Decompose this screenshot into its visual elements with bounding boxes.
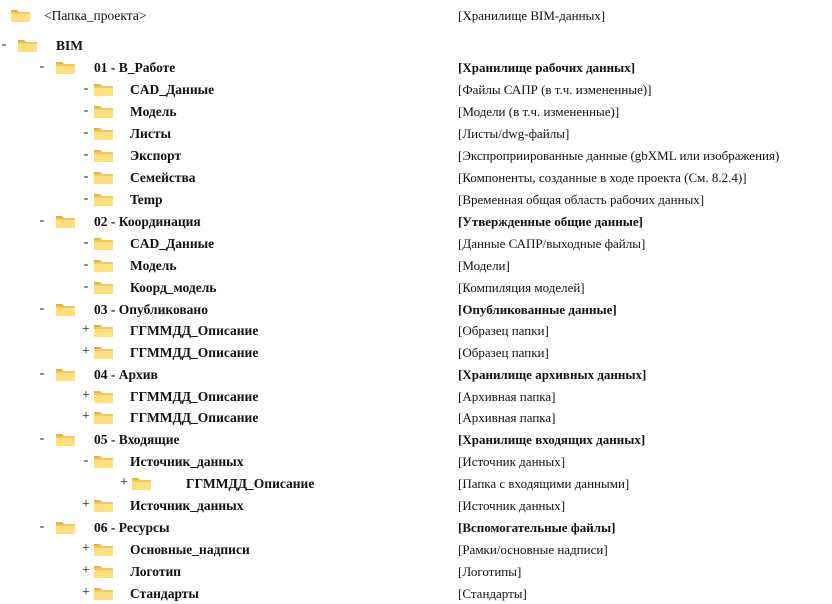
- expand-toggle[interactable]: +: [82, 344, 90, 359]
- expand-toggle[interactable]: +: [82, 563, 90, 578]
- folder-icon: [55, 520, 76, 535]
- collapse-toggle[interactable]: -: [83, 257, 89, 272]
- collapse-toggle[interactable]: -: [83, 125, 89, 140]
- expand-toggle[interactable]: +: [120, 475, 128, 490]
- folder-name: CAD_Данные: [130, 236, 215, 251]
- tree-row[interactable]: [0, 256, 832, 276]
- collapse-toggle[interactable]: -: [39, 59, 45, 74]
- folder-description: [Опубликованные данные]: [458, 302, 617, 317]
- tree-row[interactable]: [0, 278, 832, 298]
- collapse-toggle[interactable]: -: [83, 103, 89, 118]
- folder-name: Основные_надписи: [130, 542, 250, 557]
- folder-icon: [55, 214, 76, 229]
- tree-row[interactable]: [0, 321, 832, 341]
- folder-name: Экспорт: [130, 148, 182, 163]
- folder-description: [Компоненты, созданные в ходе проекта (См. 8.2.4)]: [458, 170, 747, 185]
- folder-name: 03 - Опубликовано: [94, 302, 208, 317]
- folder-icon: [93, 126, 114, 141]
- collapse-toggle[interactable]: -: [83, 191, 89, 206]
- tree-row[interactable]: [0, 212, 832, 232]
- folder-icon: [131, 476, 152, 491]
- collapse-toggle[interactable]: -: [83, 81, 89, 96]
- tree-row[interactable]: [0, 190, 832, 210]
- folder-name: Листы: [130, 126, 172, 141]
- folder-name: ГГММДД_Описание: [130, 345, 259, 360]
- collapse-toggle[interactable]: -: [39, 301, 45, 316]
- folder-name: Temp: [130, 192, 163, 207]
- collapse-toggle[interactable]: -: [1, 37, 7, 52]
- tree-row[interactable]: [0, 408, 832, 428]
- folder-icon: [93, 564, 114, 579]
- folder-name: CAD_Данные: [130, 82, 215, 97]
- folder-icon: [93, 236, 114, 251]
- collapse-toggle[interactable]: -: [83, 235, 89, 250]
- tree-row[interactable]: [0, 387, 832, 407]
- folder-icon: [93, 389, 114, 404]
- tree-row[interactable]: [0, 80, 832, 100]
- tree-row[interactable]: [0, 168, 832, 188]
- folder-name: ГГММДД_Описание: [186, 476, 315, 491]
- tree-row[interactable]: [0, 234, 832, 254]
- folder-name: Модель: [130, 258, 177, 273]
- folder-description: [Листы/dwg-файлы]: [458, 126, 570, 141]
- folder-description: [Утвержденные общие данные]: [458, 214, 643, 229]
- folder-name: 02 - Координация: [94, 214, 201, 229]
- collapse-toggle[interactable]: -: [83, 279, 89, 294]
- folder-name: Коорд_модель: [130, 280, 217, 295]
- tree-row[interactable]: [0, 584, 832, 604]
- expand-toggle[interactable]: +: [82, 322, 90, 337]
- folder-icon: [55, 60, 76, 75]
- tree-row[interactable]: [0, 474, 832, 494]
- tree-row[interactable]: [0, 496, 832, 516]
- folder-description: [Хранилище BIM-данных]: [458, 8, 606, 23]
- folder-icon: [55, 367, 76, 382]
- folder-name: ГГММДД_Описание: [130, 323, 259, 338]
- collapse-toggle[interactable]: -: [39, 366, 45, 381]
- tree-row[interactable]: [0, 58, 832, 78]
- folder-name: Семейства: [130, 170, 196, 185]
- folder-icon: [93, 148, 114, 163]
- folder-description: [Источник данных]: [458, 498, 566, 513]
- folder-icon: [10, 8, 31, 23]
- folder-description: [Архивная папка]: [458, 410, 556, 425]
- folder-icon: [93, 192, 114, 207]
- folder-description: [Источник данных]: [458, 454, 566, 469]
- collapse-toggle[interactable]: -: [83, 453, 89, 468]
- folder-name: 05 - Входящие: [94, 432, 180, 447]
- folder-icon: [93, 410, 114, 425]
- collapse-toggle[interactable]: -: [83, 147, 89, 162]
- tree-row[interactable]: [0, 562, 832, 582]
- folder-description: [Папка с входящими данными]: [458, 476, 630, 491]
- folder-icon: [93, 498, 114, 513]
- folder-icon: [17, 38, 38, 53]
- folder-icon: [55, 302, 76, 317]
- folder-description: [Логотипы]: [458, 564, 522, 579]
- folder-description: [Компиляция моделей]: [458, 280, 585, 295]
- folder-name: <Папка_проекта>: [44, 8, 147, 23]
- tree-row[interactable]: [0, 430, 832, 450]
- folder-icon: [93, 542, 114, 557]
- tree-row[interactable]: [0, 343, 832, 363]
- folder-description: [Стандарты]: [458, 586, 527, 601]
- folder-description: [Вспомогательные файлы]: [458, 520, 616, 535]
- folder-name: 06 - Ресурсы: [94, 520, 170, 535]
- folder-description: [Образец папки]: [458, 323, 549, 338]
- folder-name: 04 - Архив: [94, 367, 158, 382]
- folder-description: [Рамки/основные надписи]: [458, 542, 608, 557]
- folder-description: [Хранилище рабочих данных]: [458, 60, 636, 75]
- folder-description: [Файлы САПР (в т.ч. измененные)]: [458, 82, 652, 97]
- collapse-toggle[interactable]: -: [83, 169, 89, 184]
- tree-row[interactable]: [0, 146, 832, 166]
- folder-name: Модель: [130, 104, 177, 119]
- folder-icon: [93, 170, 114, 185]
- folder-description: [Модели]: [458, 258, 510, 273]
- folder-icon: [93, 280, 114, 295]
- folder-name: ГГММДД_Описание: [130, 389, 259, 404]
- folder-name: Источник_данных: [130, 498, 244, 513]
- expand-toggle[interactable]: +: [82, 409, 90, 424]
- tree-row[interactable]: [0, 365, 832, 385]
- tree-row[interactable]: [0, 124, 832, 144]
- folder-icon: [93, 82, 114, 97]
- tree-row[interactable]: [0, 452, 832, 472]
- folder-icon: [93, 345, 114, 360]
- folder-icon: [93, 454, 114, 469]
- folder-icon: [93, 104, 114, 119]
- folder-description: [Данные САПР/выходные файлы]: [458, 236, 646, 251]
- expand-toggle[interactable]: +: [82, 388, 90, 403]
- tree-row[interactable]: [0, 36, 832, 56]
- folder-description: [Экспроприированные данные (gbXML или изображения): [458, 148, 780, 163]
- folder-name: 01 - В_Работе: [94, 60, 176, 75]
- folder-name: ГГММДД_Описание: [130, 410, 259, 425]
- tree-row[interactable]: [0, 300, 832, 320]
- folder-icon: [93, 586, 114, 601]
- folder-description: [Временная общая область рабочих данных]: [458, 192, 705, 207]
- folder-name: Логотип: [130, 564, 182, 579]
- expand-toggle[interactable]: +: [82, 541, 90, 556]
- folder-icon: [93, 323, 114, 338]
- folder-icon: [93, 258, 114, 273]
- tree-row[interactable]: [0, 518, 832, 538]
- folder-name: Стандарты: [130, 586, 199, 601]
- collapse-toggle[interactable]: -: [39, 431, 45, 446]
- folder-name: BIM: [56, 38, 83, 53]
- folder-icon: [55, 432, 76, 447]
- collapse-toggle[interactable]: -: [39, 213, 45, 228]
- folder-description: [Хранилище входящих данных]: [458, 432, 646, 447]
- tree-row[interactable]: [0, 102, 832, 122]
- collapse-toggle[interactable]: -: [39, 519, 45, 534]
- folder-name: Источник_данных: [130, 454, 244, 469]
- expand-toggle[interactable]: +: [82, 497, 90, 512]
- tree-row[interactable]: [0, 6, 832, 26]
- folder-description: [Образец папки]: [458, 345, 549, 360]
- folder-description: [Хранилище архивных данных]: [458, 367, 647, 382]
- expand-toggle[interactable]: +: [82, 585, 90, 600]
- folder-description: [Модели (в т.ч. измененные)]: [458, 104, 620, 119]
- tree-row[interactable]: [0, 540, 832, 560]
- folder-description: [Архивная папка]: [458, 389, 556, 404]
